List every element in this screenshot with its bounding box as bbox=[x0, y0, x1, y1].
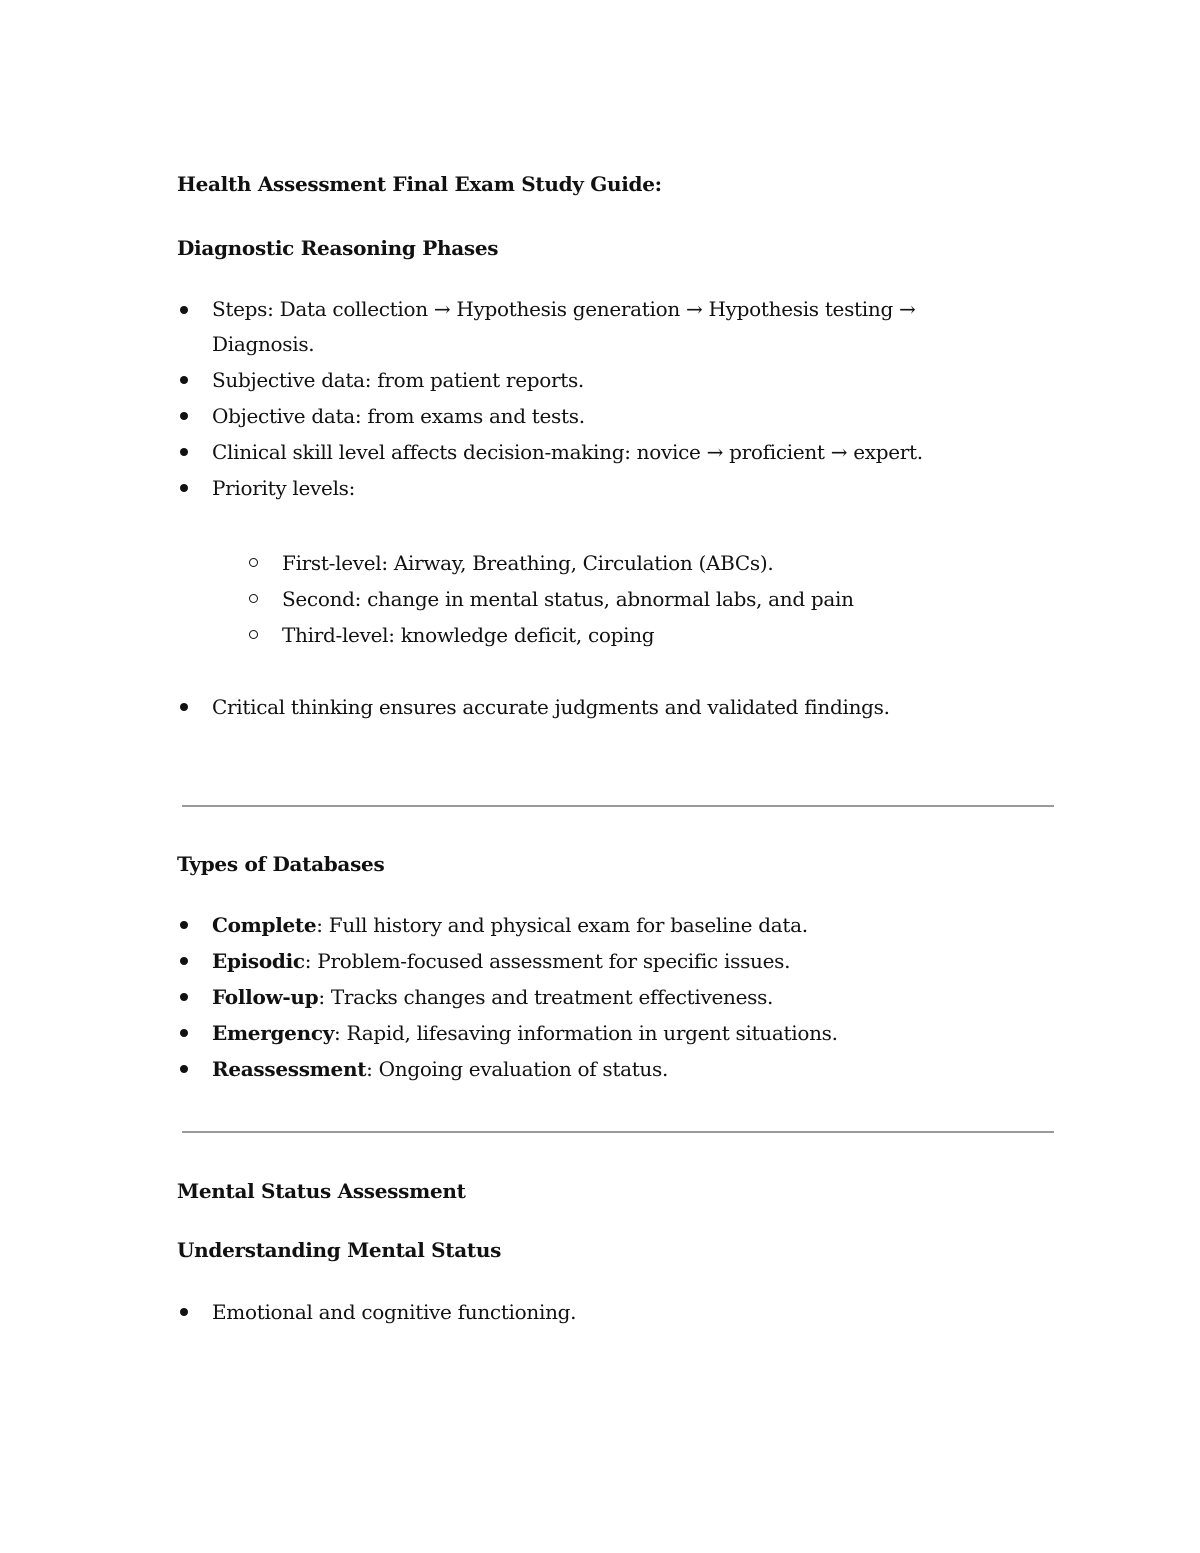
list-item bbox=[177, 943, 977, 979]
sub-list-item bbox=[247, 581, 987, 617]
bullet-icon bbox=[180, 306, 188, 314]
sub-list-item bbox=[247, 545, 987, 581]
section-divider bbox=[182, 1131, 1054, 1133]
database-types-list bbox=[177, 907, 977, 1087]
list-item bbox=[177, 1015, 977, 1051]
database-term-complete: Complete bbox=[212, 913, 317, 937]
diagnostic-closing-list bbox=[177, 689, 977, 725]
bullet-icon bbox=[180, 1065, 188, 1073]
list-item-text: Clinical skill level affects decision-making: novice → proficient → expert. bbox=[212, 440, 923, 464]
mental-status-list bbox=[177, 1294, 977, 1330]
list-item bbox=[177, 470, 977, 506]
document-title: Health Assessment Final Exam Study Guide: bbox=[177, 172, 662, 196]
list-item-text: Priority levels: bbox=[212, 476, 356, 500]
list-item bbox=[177, 434, 977, 470]
bullet-icon bbox=[180, 484, 188, 492]
section-heading-mental-status-assessment: Mental Status Assessment bbox=[177, 1179, 466, 1203]
database-description: : Tracks changes and treatment effectiveness. bbox=[318, 985, 774, 1009]
database-description: : Full history and physical exam for baseline data. bbox=[316, 913, 808, 937]
bullet-icon bbox=[180, 1308, 188, 1316]
sub-list-item-text: Second: change in mental status, abnormal labs, and pain bbox=[282, 587, 854, 611]
hollow-bullet-icon bbox=[249, 630, 258, 639]
hollow-bullet-icon bbox=[249, 594, 258, 603]
list-item bbox=[177, 362, 977, 398]
database-term-follow-up: Follow-up bbox=[212, 985, 319, 1009]
sub-list-item-text: First-level: Airway, Breathing, Circulation (ABCs). bbox=[282, 551, 774, 575]
bullet-icon bbox=[180, 376, 188, 384]
bullet-icon bbox=[180, 921, 188, 929]
list-item bbox=[177, 907, 977, 943]
list-item bbox=[177, 398, 977, 434]
database-term-emergency: Emergency bbox=[212, 1021, 335, 1045]
database-term-episodic: Episodic bbox=[212, 949, 305, 973]
list-item bbox=[177, 292, 977, 362]
bullet-icon bbox=[180, 957, 188, 965]
section-heading-diagnostic-reasoning: Diagnostic Reasoning Phases bbox=[177, 236, 499, 260]
bullet-icon bbox=[180, 448, 188, 456]
database-term-reassessment: Reassessment bbox=[212, 1057, 367, 1081]
list-item bbox=[177, 689, 977, 725]
list-item bbox=[177, 1294, 977, 1330]
database-description: : Rapid, lifesaving information in urgent situations. bbox=[334, 1021, 838, 1045]
list-item bbox=[177, 979, 977, 1015]
database-description: : Ongoing evaluation of status. bbox=[366, 1057, 669, 1081]
sub-list-item-text: Third-level: knowledge deficit, coping bbox=[282, 623, 655, 647]
list-item bbox=[177, 1051, 977, 1087]
priority-levels-list bbox=[247, 545, 987, 653]
list-item-text: Subjective data: from patient reports. bbox=[212, 368, 584, 392]
hollow-bullet-icon bbox=[249, 558, 258, 567]
diagnostic-reasoning-list bbox=[177, 292, 977, 506]
bullet-icon bbox=[180, 993, 188, 1001]
section-heading-types-of-databases: Types of Databases bbox=[177, 852, 385, 876]
database-description: : Problem-focused assessment for specific issues. bbox=[304, 949, 791, 973]
list-item-text: Emotional and cognitive functioning. bbox=[212, 1300, 577, 1324]
bullet-icon bbox=[180, 412, 188, 420]
list-item-text: Objective data: from exams and tests. bbox=[212, 404, 585, 428]
bullet-icon bbox=[180, 703, 188, 711]
list-item-text: Steps: Data collection → Hypothesis generation → Hypothesis testing → Diagnosis. bbox=[212, 297, 916, 356]
list-item-text: Critical thinking ensures accurate judgments and validated findings. bbox=[212, 695, 890, 719]
section-divider bbox=[182, 805, 1054, 807]
sub-heading-understanding-mental-status: Understanding Mental Status bbox=[177, 1238, 502, 1262]
bullet-icon bbox=[180, 1029, 188, 1037]
sub-list-item bbox=[247, 617, 987, 653]
